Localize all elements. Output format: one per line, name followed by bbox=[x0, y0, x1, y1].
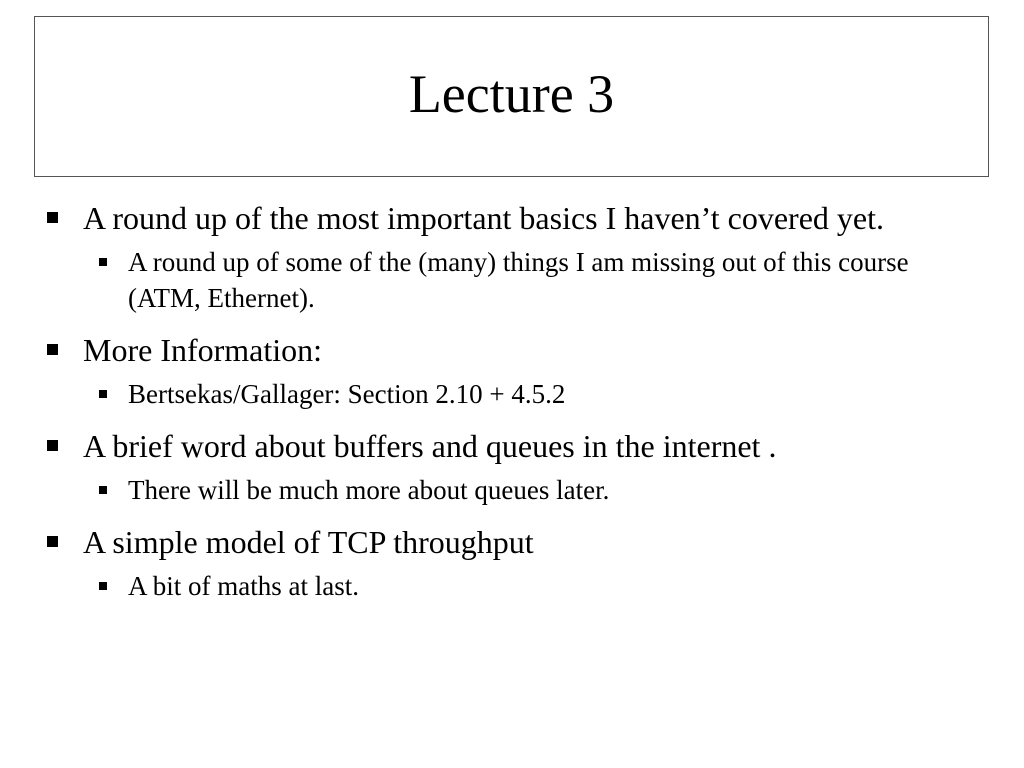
bullet-text: More Information: bbox=[83, 332, 323, 368]
sub-bullet-item bbox=[0, 376, 1024, 412]
sub-bullet-text: There will be much more about queues later. bbox=[128, 475, 610, 505]
bullet-list bbox=[0, 194, 1024, 614]
sub-bullet-text: Bertsekas/Gallager: Section 2.10 + 4.5.2 bbox=[128, 379, 566, 409]
bullet-item bbox=[0, 194, 1024, 242]
bullet-item bbox=[0, 326, 1024, 374]
sub-bullet-text: A round up of some of the (many) things I am missing out of this course (ATM, Ethernet). bbox=[128, 247, 909, 313]
sub-bullet-item bbox=[0, 568, 1024, 604]
sub-bullet-item bbox=[0, 244, 1024, 316]
sub-bullet-item bbox=[0, 472, 1024, 508]
square-bullet-icon bbox=[47, 536, 58, 547]
sub-bullet-text: A bit of maths at last. bbox=[128, 571, 359, 601]
square-bullet-icon bbox=[99, 258, 107, 266]
square-bullet-icon bbox=[99, 390, 107, 398]
bullet-text: A round up of the most important basics I haven’t covered yet. bbox=[83, 200, 884, 236]
title-box bbox=[34, 16, 989, 177]
slide-title: Lecture 3 bbox=[408, 63, 615, 124]
bullet-text: A simple model of TCP throughput bbox=[83, 524, 534, 560]
bullet-item bbox=[0, 518, 1024, 566]
square-bullet-icon bbox=[47, 440, 58, 451]
bullet-item bbox=[0, 422, 1024, 470]
square-bullet-icon bbox=[47, 344, 58, 355]
square-bullet-icon bbox=[99, 582, 107, 590]
bullet-text: A brief word about buffers and queues in the internet . bbox=[83, 428, 777, 464]
square-bullet-icon bbox=[47, 212, 58, 223]
square-bullet-icon bbox=[99, 486, 107, 494]
